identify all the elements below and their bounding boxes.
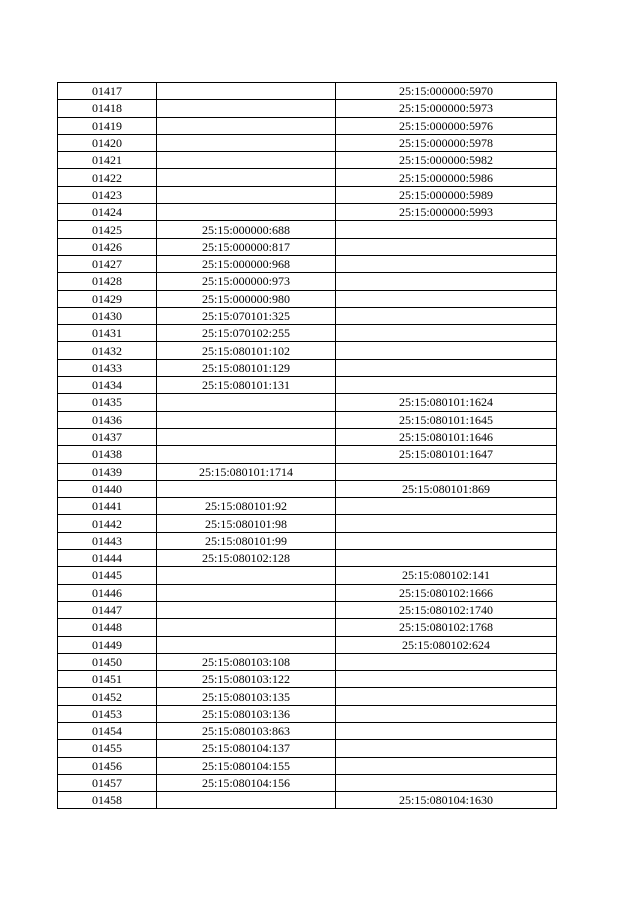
table-row xyxy=(58,134,557,151)
cadastral-number-cell: 25:15:000000:968 xyxy=(157,255,336,272)
cadastral-number-alt-cell: 25:15:080101:1645 xyxy=(336,411,557,428)
row-number-cell: 01434 xyxy=(58,377,157,394)
table-row xyxy=(58,532,557,549)
cadastral-number-alt-cell: 25:15:080101:869 xyxy=(336,480,557,497)
cadastral-number-cell: 25:15:080103:122 xyxy=(157,671,336,688)
cadastral-number-cell xyxy=(157,204,336,221)
row-number-cell: 01427 xyxy=(58,255,157,272)
row-number-cell: 01418 xyxy=(58,100,157,117)
table-row xyxy=(58,186,557,203)
cadastral-number-alt-cell xyxy=(336,359,557,376)
row-number-cell: 01451 xyxy=(58,671,157,688)
table-row xyxy=(58,636,557,653)
table-row xyxy=(58,792,557,809)
cadastral-number-alt-cell: 25:15:080102:1666 xyxy=(336,584,557,601)
cadastral-number-cell xyxy=(157,152,336,169)
cadastral-number-cell xyxy=(157,428,336,445)
cadastral-number-cell: 25:15:080103:135 xyxy=(157,688,336,705)
row-number-cell: 01431 xyxy=(58,325,157,342)
row-number-cell: 01436 xyxy=(58,411,157,428)
cadastral-number-alt-cell: 25:15:000000:5976 xyxy=(336,117,557,134)
cadastral-number-alt-cell xyxy=(336,722,557,739)
table-row xyxy=(58,740,557,757)
row-number-cell: 01447 xyxy=(58,601,157,618)
table-row xyxy=(58,619,557,636)
row-number-cell: 01438 xyxy=(58,446,157,463)
cadastral-number-cell: 25:15:080101:102 xyxy=(157,342,336,359)
row-number-cell: 01449 xyxy=(58,636,157,653)
row-number-cell: 01442 xyxy=(58,515,157,532)
table-row xyxy=(58,359,557,376)
table-row xyxy=(58,463,557,480)
row-number-cell: 01448 xyxy=(58,619,157,636)
row-number-cell: 01455 xyxy=(58,740,157,757)
row-number-cell: 01437 xyxy=(58,428,157,445)
cadastral-number-alt-cell: 25:15:080102:141 xyxy=(336,567,557,584)
cadastral-number-cell xyxy=(157,117,336,134)
cadastral-number-alt-cell xyxy=(336,705,557,722)
table-row xyxy=(58,705,557,722)
cadastral-number-alt-cell: 25:15:080101:1647 xyxy=(336,446,557,463)
row-number-cell: 01454 xyxy=(58,722,157,739)
cadastral-number-cell xyxy=(157,480,336,497)
cadastral-number-cell: 25:15:080103:108 xyxy=(157,653,336,670)
cadastral-number-alt-cell xyxy=(336,342,557,359)
cadastral-number-alt-cell xyxy=(336,653,557,670)
cadastral-number-cell: 25:15:080101:92 xyxy=(157,498,336,515)
cadastral-number-cell: 25:15:000000:973 xyxy=(157,273,336,290)
cadastral-number-alt-cell xyxy=(336,740,557,757)
cadastral-number-alt-cell: 25:15:000000:5982 xyxy=(336,152,557,169)
cadastral-number-cell: 25:15:000000:817 xyxy=(157,238,336,255)
cadastral-number-cell xyxy=(157,601,336,618)
cadastral-number-cell xyxy=(157,584,336,601)
table-row xyxy=(58,204,557,221)
cadastral-number-alt-cell: 25:15:080101:1646 xyxy=(336,428,557,445)
row-number-cell: 01458 xyxy=(58,792,157,809)
row-number-cell: 01457 xyxy=(58,774,157,791)
row-number-cell: 01429 xyxy=(58,290,157,307)
row-number-cell: 01419 xyxy=(58,117,157,134)
cadastral-number-cell xyxy=(157,619,336,636)
cadastral-number-cell: 25:15:080101:98 xyxy=(157,515,336,532)
table-row xyxy=(58,255,557,272)
table-row xyxy=(58,100,557,117)
cadastral-table xyxy=(57,82,557,809)
row-number-cell: 01420 xyxy=(58,134,157,151)
cadastral-number-cell: 25:15:000000:688 xyxy=(157,221,336,238)
row-number-cell: 01422 xyxy=(58,169,157,186)
table-row xyxy=(58,307,557,324)
cadastral-number-alt-cell xyxy=(336,221,557,238)
cadastral-number-cell xyxy=(157,446,336,463)
cadastral-number-alt-cell: 25:15:000000:5986 xyxy=(336,169,557,186)
table-row xyxy=(58,117,557,134)
row-number-cell: 01425 xyxy=(58,221,157,238)
table-row xyxy=(58,325,557,342)
cadastral-number-cell: 25:15:080101:1714 xyxy=(157,463,336,480)
table-row xyxy=(58,584,557,601)
cadastral-number-cell: 25:15:080101:99 xyxy=(157,532,336,549)
cadastral-number-alt-cell xyxy=(336,498,557,515)
table-row xyxy=(58,221,557,238)
table-row xyxy=(58,169,557,186)
row-number-cell: 01446 xyxy=(58,584,157,601)
cadastral-number-cell xyxy=(157,567,336,584)
row-number-cell: 01450 xyxy=(58,653,157,670)
row-number-cell: 01433 xyxy=(58,359,157,376)
cadastral-number-cell xyxy=(157,636,336,653)
table-row xyxy=(58,394,557,411)
cadastral-number-cell xyxy=(157,169,336,186)
cadastral-number-alt-cell: 25:15:080101:1624 xyxy=(336,394,557,411)
cadastral-number-cell xyxy=(157,83,336,100)
row-number-cell: 01423 xyxy=(58,186,157,203)
cadastral-number-cell: 25:15:080101:131 xyxy=(157,377,336,394)
row-number-cell: 01432 xyxy=(58,342,157,359)
row-number-cell: 01421 xyxy=(58,152,157,169)
cadastral-number-alt-cell xyxy=(336,757,557,774)
cadastral-number-cell: 25:15:080104:137 xyxy=(157,740,336,757)
table-row xyxy=(58,428,557,445)
table-row xyxy=(58,653,557,670)
cadastral-number-alt-cell xyxy=(336,377,557,394)
cadastral-number-cell: 25:15:000000:980 xyxy=(157,290,336,307)
table-row xyxy=(58,152,557,169)
cadastral-number-alt-cell xyxy=(336,688,557,705)
cadastral-number-alt-cell: 25:15:000000:5973 xyxy=(336,100,557,117)
cadastral-number-alt-cell xyxy=(336,255,557,272)
row-number-cell: 01428 xyxy=(58,273,157,290)
table-row xyxy=(58,757,557,774)
cadastral-number-cell xyxy=(157,792,336,809)
cadastral-number-cell: 25:15:080103:863 xyxy=(157,722,336,739)
cadastral-number-cell: 25:15:080104:155 xyxy=(157,757,336,774)
cadastral-number-cell xyxy=(157,100,336,117)
row-number-cell: 01439 xyxy=(58,463,157,480)
row-number-cell: 01456 xyxy=(58,757,157,774)
cadastral-number-alt-cell xyxy=(336,325,557,342)
row-number-cell: 01452 xyxy=(58,688,157,705)
cadastral-number-alt-cell xyxy=(336,774,557,791)
table-row xyxy=(58,83,557,100)
cadastral-number-alt-cell: 25:15:000000:5978 xyxy=(336,134,557,151)
row-number-cell: 01430 xyxy=(58,307,157,324)
row-number-cell: 01445 xyxy=(58,567,157,584)
table-row xyxy=(58,238,557,255)
cadastral-number-cell xyxy=(157,134,336,151)
table-row xyxy=(58,515,557,532)
table-row xyxy=(58,377,557,394)
table-row xyxy=(58,550,557,567)
cadastral-number-cell: 25:15:080102:128 xyxy=(157,550,336,567)
cadastral-number-alt-cell xyxy=(336,463,557,480)
cadastral-number-cell: 25:15:080103:136 xyxy=(157,705,336,722)
row-number-cell: 01444 xyxy=(58,550,157,567)
row-number-cell: 01453 xyxy=(58,705,157,722)
table-row xyxy=(58,342,557,359)
cadastral-number-alt-cell xyxy=(336,290,557,307)
cadastral-number-alt-cell xyxy=(336,671,557,688)
table-row xyxy=(58,480,557,497)
cadastral-number-alt-cell: 25:15:080102:1768 xyxy=(336,619,557,636)
table-row xyxy=(58,567,557,584)
cadastral-number-alt-cell: 25:15:000000:5989 xyxy=(336,186,557,203)
cadastral-number-cell: 25:15:070102:255 xyxy=(157,325,336,342)
cadastral-number-alt-cell: 25:15:000000:5970 xyxy=(336,83,557,100)
cadastral-number-alt-cell xyxy=(336,515,557,532)
cadastral-number-alt-cell: 25:15:080102:624 xyxy=(336,636,557,653)
table-row xyxy=(58,671,557,688)
cadastral-number-cell xyxy=(157,186,336,203)
table-row xyxy=(58,446,557,463)
table-row xyxy=(58,290,557,307)
table-row xyxy=(58,601,557,618)
table-row xyxy=(58,722,557,739)
cadastral-number-alt-cell xyxy=(336,532,557,549)
cadastral-number-cell: 25:15:080101:129 xyxy=(157,359,336,376)
row-number-cell: 01441 xyxy=(58,498,157,515)
cadastral-number-cell xyxy=(157,394,336,411)
table-row xyxy=(58,774,557,791)
cadastral-number-alt-cell: 25:15:080104:1630 xyxy=(336,792,557,809)
table-body xyxy=(58,83,557,809)
row-number-cell: 01443 xyxy=(58,532,157,549)
cadastral-number-alt-cell xyxy=(336,550,557,567)
table-row xyxy=(58,273,557,290)
cadastral-number-alt-cell: 25:15:080102:1740 xyxy=(336,601,557,618)
cadastral-number-cell: 25:15:070101:325 xyxy=(157,307,336,324)
table-row xyxy=(58,411,557,428)
row-number-cell: 01435 xyxy=(58,394,157,411)
row-number-cell: 01426 xyxy=(58,238,157,255)
cadastral-number-cell xyxy=(157,411,336,428)
cadastral-number-cell: 25:15:080104:156 xyxy=(157,774,336,791)
row-number-cell: 01417 xyxy=(58,83,157,100)
cadastral-number-alt-cell: 25:15:000000:5993 xyxy=(336,204,557,221)
row-number-cell: 01440 xyxy=(58,480,157,497)
row-number-cell: 01424 xyxy=(58,204,157,221)
table-row xyxy=(58,688,557,705)
table-row xyxy=(58,498,557,515)
cadastral-number-alt-cell xyxy=(336,238,557,255)
cadastral-number-alt-cell xyxy=(336,273,557,290)
cadastral-number-alt-cell xyxy=(336,307,557,324)
